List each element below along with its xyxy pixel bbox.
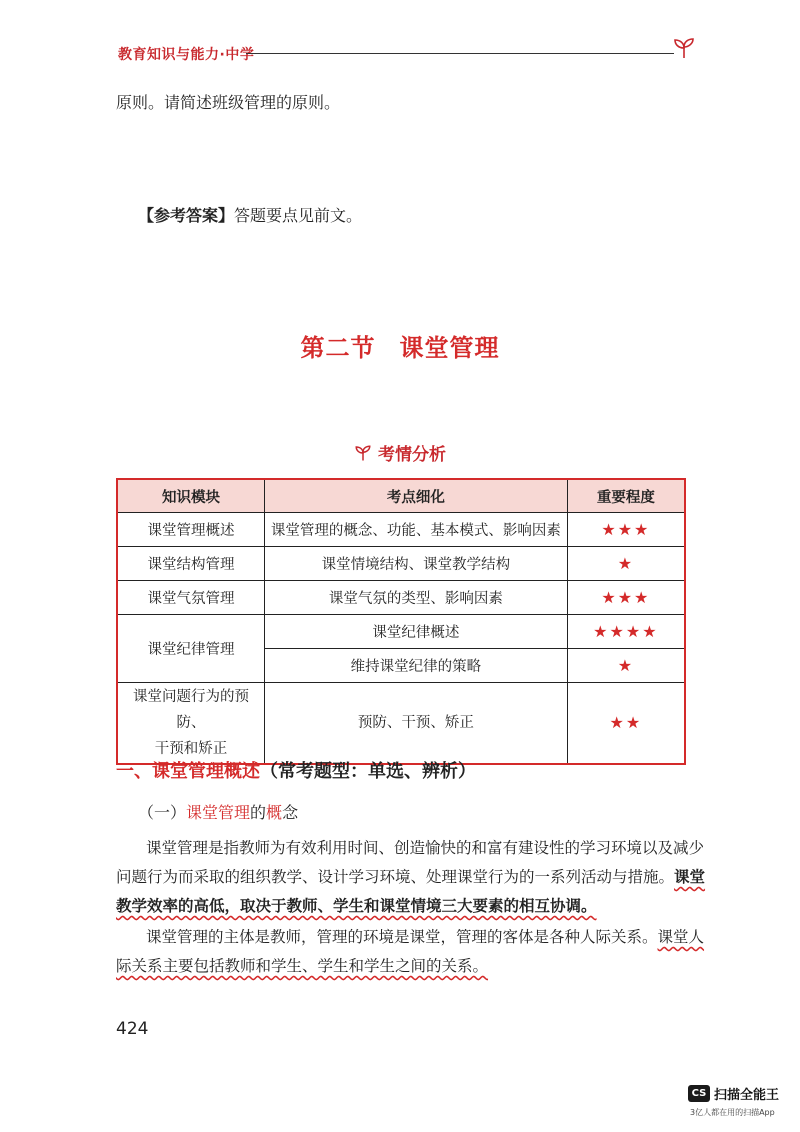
key-point-highlight: 际关系主要包括教师和学生、学生和学生之间的关系。 bbox=[116, 957, 489, 975]
section-title bbox=[0, 328, 800, 363]
intro-line: 原则。请简述班级管理的原则。 bbox=[116, 93, 341, 112]
answer-text: 答题要点见前文。 bbox=[234, 206, 363, 225]
module-cell bbox=[117, 683, 264, 765]
running-header bbox=[118, 40, 698, 70]
heading-level-1 bbox=[116, 757, 476, 783]
heading1-suffix: （常考题型：单选、辨析） bbox=[260, 761, 476, 782]
detail-cell: 课堂纪律概述 bbox=[264, 615, 567, 649]
paragraph-line bbox=[116, 865, 705, 887]
paragraph-line bbox=[116, 894, 597, 916]
reference-answer bbox=[138, 203, 362, 226]
key-point-highlight: 教学效率的高低，取决于教师、学生和课堂情境三大要素的相互协调。 bbox=[116, 897, 597, 915]
scanner-watermark bbox=[688, 1083, 796, 1123]
key-point-highlight: 课堂人 bbox=[657, 928, 705, 946]
paragraph-line bbox=[146, 925, 704, 947]
module-cell: 课堂结构管理 bbox=[117, 547, 264, 581]
detail-cell: 课堂管理的概念、功能、基本模式、影响因素 bbox=[264, 513, 567, 547]
section-name: 课堂管理 bbox=[399, 334, 500, 362]
detail-cell: 维持课堂纪律的策略 bbox=[264, 649, 567, 683]
header-title: 教育知识与能力·中学 bbox=[118, 47, 255, 63]
table-row bbox=[117, 581, 685, 615]
answer-label: 【参考答案】 bbox=[138, 206, 235, 225]
module-cell: 课堂管理概述 bbox=[117, 513, 264, 547]
camscanner-logo: CS bbox=[688, 1085, 710, 1102]
detail-cell: 课堂气氛的类型、影响因素 bbox=[264, 581, 567, 615]
paragraph-text: 问题行为而采取的组织教学、设计学习环境、处理课堂行为的一系列活动与措施。 bbox=[116, 868, 675, 886]
analysis-heading-text: 考情分析 bbox=[378, 445, 446, 465]
importance-stars: ★★ bbox=[567, 683, 685, 765]
module-cell-line: 课堂问题行为的预防、 bbox=[132, 689, 249, 731]
heading2-red2: 概 bbox=[266, 803, 283, 822]
heading2-suffix: 念 bbox=[282, 803, 299, 822]
table-header-row bbox=[117, 479, 685, 513]
paragraph-line: 课堂管理是指教师为有效利用时间、创造愉快的和富有建设性的学习环境以及减少 bbox=[146, 839, 705, 857]
table-row bbox=[117, 683, 685, 765]
paragraph-text: 课堂管理的主体是教师，管理的环境是课堂，管理的客体是各种人际关系。 bbox=[146, 928, 658, 946]
table-row bbox=[117, 615, 685, 649]
heading2-red: 课堂管理 bbox=[186, 803, 251, 822]
analysis-heading bbox=[0, 440, 800, 465]
importance-stars: ★ bbox=[567, 649, 685, 683]
sprout-icon bbox=[354, 444, 372, 462]
header-rule bbox=[246, 53, 674, 54]
heading2-prefix: （一） bbox=[138, 803, 187, 822]
importance-stars: ★★★★ bbox=[567, 615, 685, 649]
exam-analysis-table bbox=[116, 478, 686, 765]
table-row bbox=[117, 547, 685, 581]
importance-stars: ★ bbox=[567, 547, 685, 581]
detail-cell: 课堂情境结构、课堂教学结构 bbox=[264, 547, 567, 581]
key-point-highlight: 课堂 bbox=[674, 868, 706, 886]
heading1-title: 课堂管理概述 bbox=[152, 761, 260, 782]
heading1-prefix: 一、 bbox=[116, 761, 152, 782]
module-cell: 课堂纪律管理 bbox=[117, 615, 264, 683]
camscanner-tagline: 3亿人都在用的扫描App bbox=[690, 1108, 775, 1117]
sprout-icon bbox=[672, 36, 696, 60]
column-header-importance: 重要程度 bbox=[567, 479, 685, 513]
heading2-mid: 的 bbox=[250, 803, 267, 822]
page-number: 424 bbox=[116, 1019, 149, 1039]
importance-stars: ★★★ bbox=[567, 513, 685, 547]
table-row bbox=[117, 513, 685, 547]
paragraph-line bbox=[116, 954, 488, 976]
heading-level-2 bbox=[138, 800, 298, 823]
column-header-module: 知识模块 bbox=[117, 479, 264, 513]
module-cell-line: 干预和矫正 bbox=[154, 741, 228, 757]
column-header-detail: 考点细化 bbox=[264, 479, 567, 513]
detail-cell: 预防、干预、矫正 bbox=[264, 683, 567, 765]
section-number: 第二节 bbox=[300, 334, 376, 362]
module-cell: 课堂气氛管理 bbox=[117, 581, 264, 615]
camscanner-name: 扫描全能王 bbox=[714, 1088, 780, 1103]
importance-stars: ★★★ bbox=[567, 581, 685, 615]
